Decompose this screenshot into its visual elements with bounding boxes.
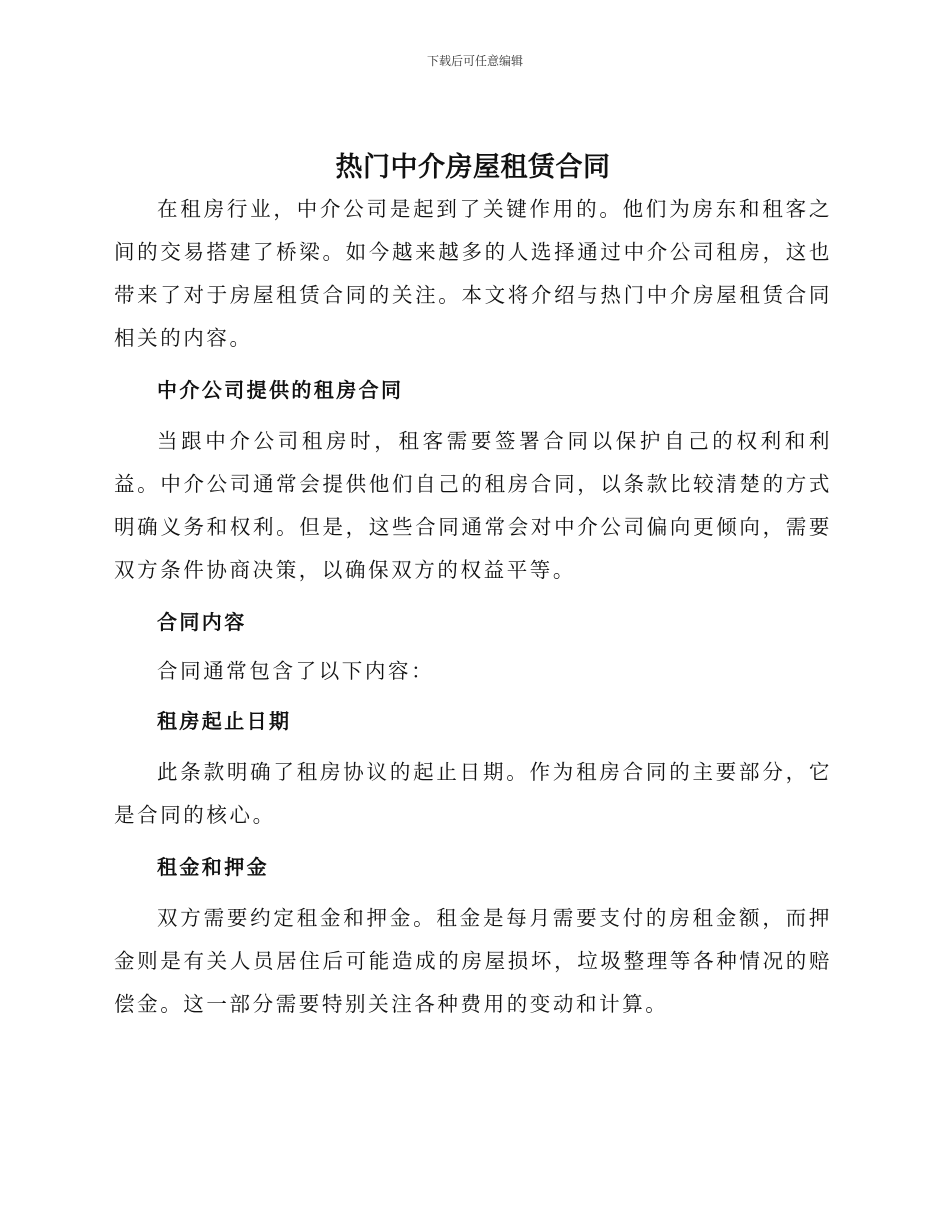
section-heading-lease-dates: 租房起止日期 — [157, 709, 292, 733]
document-body — [114, 148, 832, 1026]
section-paragraph-contract-content: 合同通常包含了以下内容： — [157, 659, 435, 683]
section-heading-contract-content: 合同内容 — [157, 610, 247, 634]
section-paragraph-agency-contract: 当跟中介公司租房时，租客需要签署合同以保护自己的权利和利益。中介公司通常会提供他们自己的租房合同，以条款比较清楚的方式明确义务和权利。但是，这些合同通常会对中介公司偏向更倾向，需要双方条件协商决策，以确保双方的权益平等。 — [114, 429, 832, 582]
intro-paragraph: 在租房行业，中介公司是起到了关键作用的。他们为房东和租客之间的交易搭建了桥梁。如今越来越多的人选择通过中介公司租房，这也带来了对于房屋租赁合同的关注。本文将介绍与热门中介房屋租赁合同相关的内容。 — [114, 197, 832, 350]
section-heading-agency-contract: 中介公司提供的租房合同 — [157, 378, 404, 402]
section-paragraph-lease-dates: 此条款明确了租房协议的起止日期。作为租房合同的主要部分，它是合同的核心。 — [114, 760, 832, 827]
section-paragraph-rent-deposit: 双方需要约定租金和押金。租金是每月需要支付的房租金额，而押金则是有关人员居住后可能造成的房屋损坏，垃圾整理等各种情况的赔偿金。这一部分需要特别关注各种费用的变动和计算。 — [114, 906, 832, 1016]
document-title: 热门中介房屋租赁合同 — [335, 152, 611, 183]
page-header-note: 下载后可任意编辑 — [426, 54, 523, 68]
section-heading-rent-deposit: 租金和押金 — [157, 855, 269, 879]
